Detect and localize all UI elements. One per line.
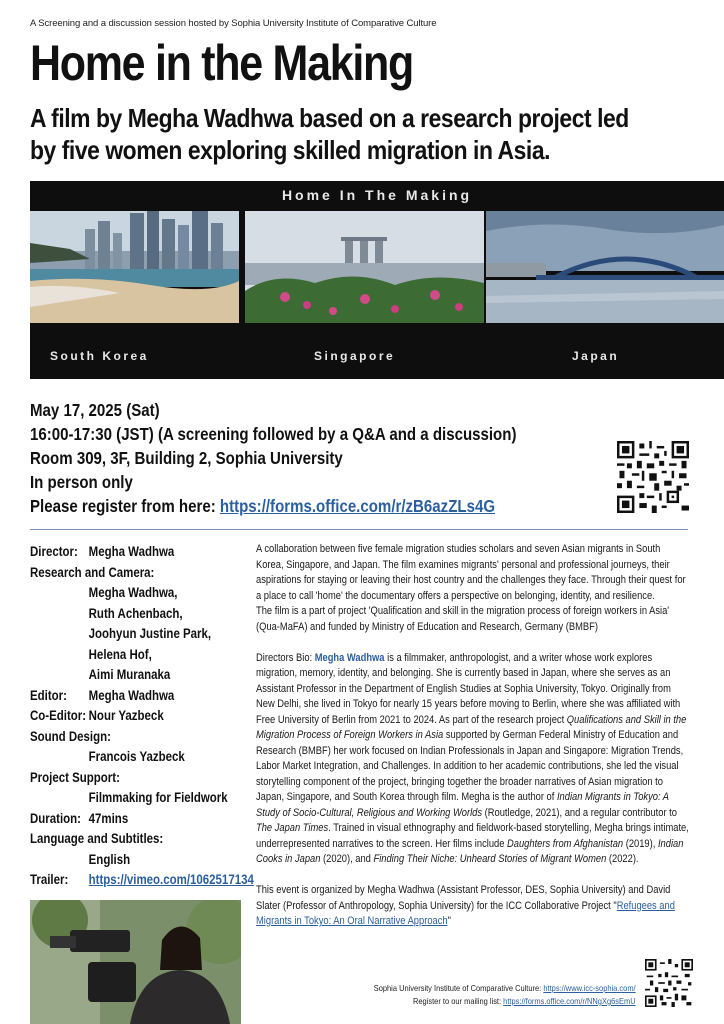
- trailer-link[interactable]: https://vimeo.com/1062517134: [88, 872, 254, 887]
- photo-japan: [486, 211, 724, 323]
- film-credits: [30, 542, 254, 891]
- caption-japan: Japan: [572, 349, 620, 363]
- caption-singapore: Singapore: [314, 349, 396, 363]
- bio-name: Megha Wadhwa: [314, 651, 385, 664]
- photo-south-korea: [30, 211, 239, 323]
- research-name: Joohyun Justine Park,: [88, 626, 212, 641]
- bio-text: . Trained in visual ethnography and fieldwork-based storytelling, Megha brings intimate, underrepresented narratives to the screen. Her films include: [256, 822, 689, 850]
- language-value: English: [88, 851, 131, 867]
- register-line: [30, 494, 516, 518]
- register-qr-code[interactable]: [617, 439, 689, 515]
- photo-singapore: [245, 211, 484, 323]
- photo-banner: [30, 181, 724, 379]
- bio-film-title: Daughters from Afghanistan: [507, 837, 624, 850]
- footer: [374, 982, 636, 1008]
- duration-label: Duration:: [30, 810, 81, 826]
- trailer-label: Trailer:: [30, 872, 69, 887]
- director-bio: [256, 651, 689, 868]
- description: [256, 542, 689, 930]
- bio-book-title: Indian Migrants in Tokyo: A Study of Socio-Cultural, Religious and Working Worlds: [256, 791, 669, 819]
- event-date: May 17, 2025 (Sat): [30, 400, 160, 420]
- caption-south-korea: South Korea: [50, 349, 149, 363]
- support-label: Project Support:: [30, 769, 120, 785]
- page-title: Home in the Making: [30, 35, 413, 91]
- event-time: 16:00-17:30 (JST) (A screening followed by a Q&A and a discussion): [30, 424, 517, 444]
- bio-text: (2020), and: [320, 853, 374, 865]
- director-label: Director:: [30, 544, 78, 559]
- mailing-link[interactable]: https://forms.office.com/r/NNgXg6sEmU: [503, 996, 636, 1006]
- research-name: Helena Hof,: [88, 646, 152, 662]
- bio-newspaper: The Japan Times: [256, 822, 329, 834]
- research-name: Aimi Muranaka: [88, 667, 171, 682]
- event-location: Room 309, 3F, Building 2, Sophia University: [30, 448, 343, 468]
- bio-text: supported by German Federal Ministry of Education and Research (BMBF) her work focused on Indian Professionals in Japan and Singapore: Migration Trends, Labor Market Integration, and Challenges. In addition to her academic contributions, she led the visual storytelling component of the project, bringing together the broader narratives of Asian migration to Japan, Singapore, and South Korea through film. Megha is the author of: [256, 729, 684, 803]
- section-divider: [30, 529, 688, 530]
- organizer-text: ": [447, 915, 451, 927]
- event-mode: In person only: [30, 472, 133, 492]
- bio-text: (2019),: [623, 837, 658, 850]
- page-subtitle: A film by Megha Wadhwa based on a research project led by five women exploring skilled migration in Asia.: [30, 103, 629, 165]
- support-value: Filmmaking for Fieldwork: [88, 790, 228, 805]
- coeditor-value: Nour Yazbeck: [88, 708, 164, 723]
- coeditor-label: Co-Editor:: [30, 708, 87, 723]
- bio-text: (Routledge, 2021), and a regular contributor to: [482, 806, 677, 819]
- mailing-label: Register to our mailing list:: [413, 996, 504, 1006]
- bio-text: is a filmmaker, anthropologist, and a writer whose work explores migration, memory, identity, and belonging. She is currently based in Japan, where she serves as an Assistant Professor in the Department of English Studies at Sophia University, Tokyo. Originally from New Delhi, she lived in Tokyo for nearly 15 years before moving to Berlin, where she was affiliated with Free University of Berlin from 2021 to 2024. As part of the research project: [256, 651, 681, 726]
- language-label: Language and Subtitles:: [30, 831, 164, 846]
- icc-label: Sophia University Institute of Comparative Culture:: [374, 983, 544, 993]
- banner-title: Home In The Making: [281, 187, 473, 203]
- mailing-qr-code[interactable]: [645, 958, 693, 1008]
- description-paragraph: The film is a part of project 'Qualification and skill in the migration process of foreign workers in Asia' (Qua-MaFA) and funded by Ministry of Education and Research, Germany (BMBF): [256, 605, 670, 633]
- research-label: Research and Camera:: [30, 564, 155, 580]
- sound-value: Francois Yazbeck: [88, 749, 185, 764]
- director-value: Megha Wadhwa: [88, 544, 175, 559]
- host-line: A Screening and a discussion session hosted by Sophia University Institute of Comparative Culture: [30, 18, 437, 29]
- research-name: Ruth Achenbach,: [88, 605, 183, 621]
- register-link[interactable]: https://forms.office.com/r/zB6azZLs4G: [219, 496, 496, 516]
- bio-film-title: Finding Their Niche: Unheard Stories of Migrant Women: [373, 853, 607, 865]
- director-photo: [30, 900, 241, 1024]
- bio-text: (2022).: [606, 853, 639, 865]
- sound-label: Sound Design:: [30, 728, 111, 744]
- research-name: Megha Wadhwa,: [88, 585, 178, 600]
- bio-label: Directors Bio:: [256, 651, 313, 664]
- editor-value: Megha Wadhwa: [88, 687, 175, 703]
- organizer-text: This event is organized by Megha Wadhwa (Assistant Professor, DES, Sophia University) and David Slater (Professor of Anthropology, Sophia University) for the ICC Collaborative Project ": [256, 884, 671, 912]
- description-paragraph: A collaboration between five female migration studies scholars and seven Asian migrants in South Korea, Singapore, and Japan. The film examines migrants' personal and professional journeys, their aspirations for staying or leaving their host country and the challenges they face. Through their quest for a place to call 'home' the documentary offers a perspective on belonging, identity, and resilience.: [256, 543, 686, 602]
- organizer-note: [256, 883, 689, 930]
- event-details: [30, 398, 516, 518]
- duration-value: 47mins: [88, 810, 129, 826]
- project-link[interactable]: Refugees and Migrants in Tokyo: An Oral Narrative Approach: [256, 899, 675, 927]
- bio-film-title: Indian Cooks in Japan: [256, 837, 684, 865]
- bio-project-title: Qualifications and Skill in the Migration Process of Foreign Workers in Asia: [256, 713, 687, 741]
- register-label: Please register from here:: [30, 496, 216, 516]
- icc-link[interactable]: https://www.icc-sophia.com/: [543, 983, 636, 993]
- editor-label: Editor:: [30, 687, 67, 703]
